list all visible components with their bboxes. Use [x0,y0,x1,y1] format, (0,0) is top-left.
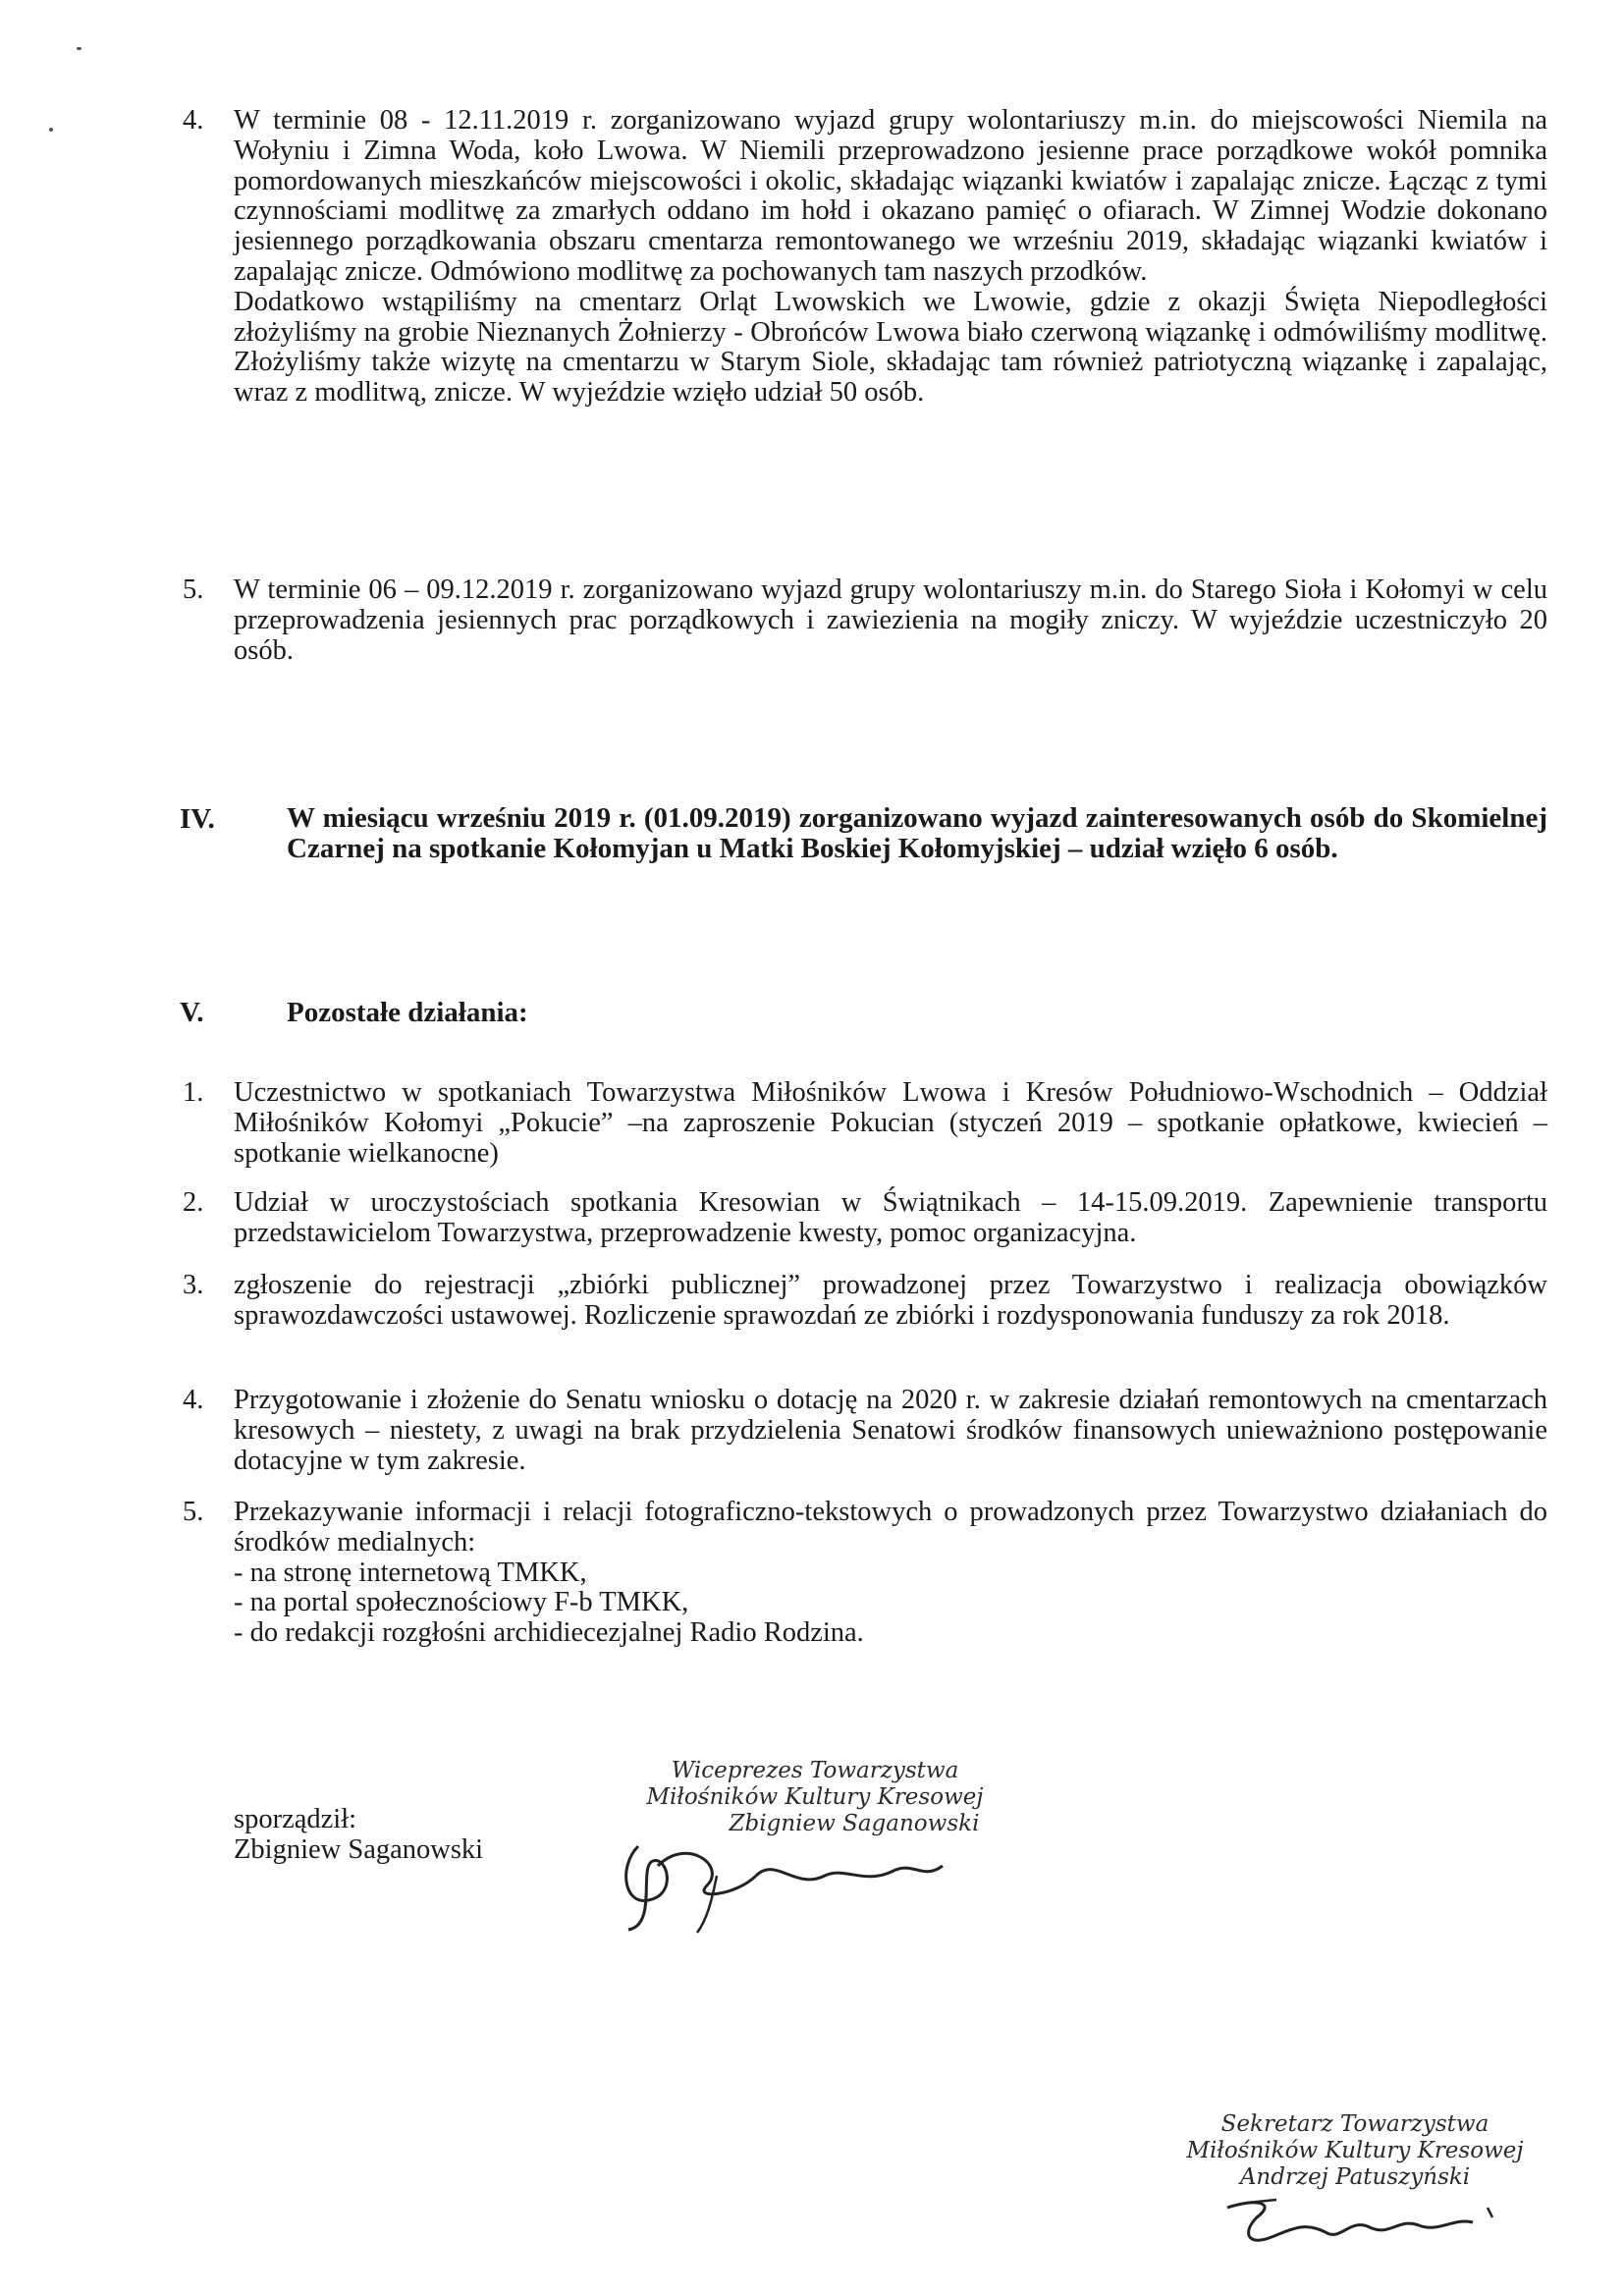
list-item-5 [183,574,1547,666]
sub-item: - na portal społecznościowy F-b TMKK, [234,1587,689,1618]
list-item-text: Przekazywanie informacji i relacji fotograficzno-tekstowych o prowadzonych przez Towarzystwo działaniach do środków medialnych: [234,1497,1547,1558]
list-item-text: W terminie 06 – 09.12.2019 r. zorganizowano wyjazd grupy wolontariuszy m.in. do Starego Sioła i Kołomyi w celu przeprowadzenia jesiennych prac porządkowych i zawiezienia na mogiły zniczy. W wyjeździe uczestniczyło 20 osób. [234,574,1547,666]
list-item-text: Uczestnictwo w spotkaniach Towarzystwa Miłośników Lwowa i Kresów Południowo-Wschodnich – Oddział Miłośników Kołomyi „Pokucie” –na zaproszenie Pokucian (styczeń 2019 – spotkanie opłatkowe, kwiecień – spotkanie wielkanocne) [234,1077,1547,1169]
list-item-text: W terminie 08 - 12.11.2019 r. zorganizowano wyjazd grupy wolontariuszy m.in. do miejscowości Niemila na Wołyniu i Zimna Woda, koło Lwowa. W Niemili przeprowadzono jesienne prace porządkowe wokół pomnika pomordowanych mieszkańców miejscowości i okolic, składając wiązanki kwiatów i zapalając znicze. Łącząc z tymi czynnościami modlitwę za zmarłych oddano im hołd i okazano pamięć o ofiarach. W Zimnej Wodzie dokonano jesiennego porządkowania obszaru cmentarza remontowanego we wrześniu 2019, składając wiązanki kwiatów i zapalając znicze. Odmówiono modlitwę za pochowanych tam naszych przodków. [234,105,1547,287]
stamp-line: Zbigniew Saganowski [729,1811,980,1836]
stamp-line: Wiceprezes Towarzystwa [671,1758,959,1783]
section-number: IV. [180,803,215,835]
list-item-text: zgłoszenie do rejestracji „zbiórki publicznej” prowadzonej przez Towarzystwo i realizacja obowiązków sprawozdawczości ustawowej. Rozliczenie sprawozdań ze zbiórki i rozdysponowania funduszy za rok 2018. [234,1270,1547,1331]
list-number: 3. [183,1270,204,1300]
section-title: Pozostałe działania: [287,997,528,1028]
prepared-label: sporządził: [234,1804,357,1834]
list-item-text-continued: Dodatkowo wstąpiliśmy na cmentarz Orląt Lwowskich we Lwowie, gdzie z okazji Święta Niepodległości złożyliśmy na grobie Nieznanych Żołnierzy - Obrońców Lwowa biało czerwoną wiązankę i odmówiliśmy modlitwę. Złożyliśmy także wizytę na cmentarzu w Starym Siole, składając tam również patriotyczną wiązankę i zapalając, wraz z modlitwą, znicze. W wyjeździe wzięło udział 50 osób. [234,286,1547,409]
list-item-3 [183,1270,1547,1332]
list-item-5 [183,1497,1547,1649]
secretary-stamp [1149,2111,1561,2191]
list-item-text: Przygotowanie i złożenie do Senatu wniosku o dotację na 2020 r. w zakresie działań remontowych na cmentarzach kresowych – niestety, z uwagi na brak przydzielenia Senatowi środków finansowych unieważniono postępowanie dotacyjne w tym zakresie. [234,1385,1547,1476]
list-item-4 [183,1385,1547,1476]
list-number: 1. [183,1077,204,1108]
list-item-2 [183,1187,1547,1249]
stamp-line: Andrzej Patuszyński [1239,2164,1471,2190]
section-number: V. [180,997,204,1028]
stamp-line: Miłośników Kultury Kresowej [1186,2138,1524,2163]
scan-speck [77,47,81,50]
prepared-name: Zbigniew Saganowski [234,1833,484,1865]
list-number: 5. [183,574,204,605]
stamp-line: Miłośników Kultury Kresowej [646,1784,984,1810]
sub-item: - na stronę internetową TMKK, [234,1557,587,1588]
stamp-line: Sekretarz Towarzystwa [1220,2111,1489,2137]
secretary-signature [1218,2188,1512,2257]
list-item-4 [183,105,1547,409]
scan-speck [49,128,53,132]
list-item-1 [183,1077,1547,1169]
list-number: 5. [183,1497,204,1527]
vice-president-signature [599,1807,992,1935]
list-number: 4. [183,105,204,136]
list-number: 2. [183,1187,204,1218]
list-number: 4. [183,1385,204,1415]
list-item-text: Udział w uroczystościach spotkania Kresowian w Świątnikach – 14-15.09.2019. Zapewnienie transportu przedstawicielom Towarzystwa, przeprowadzenie kwesty, pomoc organizacyjna. [234,1187,1547,1248]
section-iv-text: W miesiącu wrześniu 2019 r. (01.09.2019) zorganizowano wyjazd zainteresowanych osób do Skomielnej Czarnej na spotkanie Kołomyjan u Matki Boskiej Kołomyjskiej – udział wzięło 6 osób. [287,802,1547,864]
sub-item: - do redakcji rozgłośni archidiecezjalnej Radio Rodzina. [234,1617,864,1649]
prepared-by [234,1805,483,1866]
